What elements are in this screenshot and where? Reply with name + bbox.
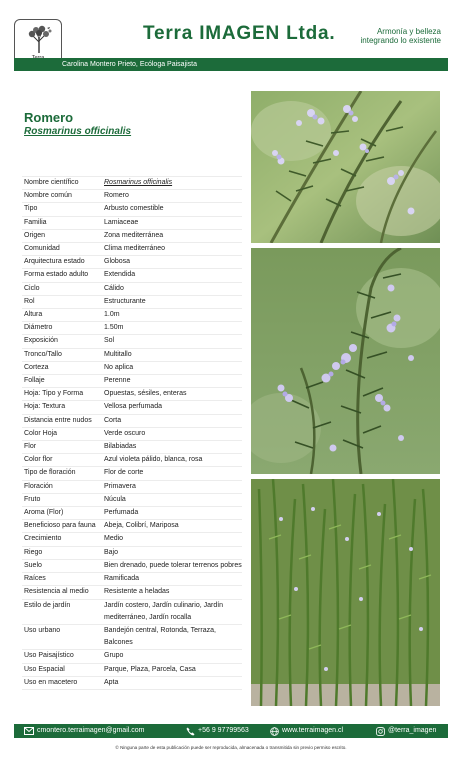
attributes-table xyxy=(22,176,242,690)
attribute-value: No aplica xyxy=(104,363,134,371)
attribute-label: Arquitectura estado xyxy=(24,258,85,266)
footer-phone[interactable] xyxy=(186,724,249,738)
attribute-value: Globosa xyxy=(104,258,131,266)
table-row xyxy=(22,296,242,309)
table-row xyxy=(22,203,242,216)
table-row xyxy=(22,190,242,203)
attribute-value: Ramificada xyxy=(104,575,140,583)
phone-text: +56 9 97799563 xyxy=(198,727,249,734)
attribute-label: Rol xyxy=(24,297,35,305)
attribute-value: 1.50m xyxy=(104,324,124,332)
attribute-value: Medio xyxy=(104,535,124,543)
table-row xyxy=(22,362,242,375)
footer-instagram[interactable] xyxy=(376,724,436,738)
table-row xyxy=(22,375,242,388)
table-row xyxy=(22,573,242,586)
plant-common-name: Romero xyxy=(24,110,74,125)
attribute-label: Tipo xyxy=(24,205,38,213)
table-row xyxy=(22,401,242,414)
attribute-value: Sol xyxy=(104,337,115,345)
attribute-label: Crecimiento xyxy=(24,535,62,543)
attribute-label: Diámetro xyxy=(24,324,53,332)
table-row xyxy=(22,586,242,599)
table-row xyxy=(22,177,242,190)
attribute-value: Verde oscuro xyxy=(104,429,146,437)
attribute-label: Ciclo xyxy=(24,284,40,292)
table-row xyxy=(22,520,242,533)
attribute-value: Resistente a heladas xyxy=(104,588,170,596)
attribute-value: Azul violeta pálido, blanca, rosa xyxy=(104,456,203,464)
table-row xyxy=(22,467,242,480)
table-row xyxy=(22,349,242,362)
attribute-value: Corta xyxy=(104,416,122,424)
attribute-value: Parque, Plaza, Parcela, Casa xyxy=(104,665,196,673)
attribute-label: Color flor xyxy=(24,456,53,464)
attribute-value: Bajo xyxy=(104,548,119,556)
table-row xyxy=(22,507,242,520)
instagram-icon xyxy=(376,727,385,736)
attribute-value: Extendida xyxy=(104,271,136,279)
attribute-value: Bilabiadas xyxy=(104,443,137,451)
attribute-value: Clima mediterráneo xyxy=(104,245,166,253)
attribute-label: Corteza xyxy=(24,363,49,371)
attribute-label: Uso en macetero xyxy=(24,678,78,686)
table-row xyxy=(22,309,242,322)
rosemary-flowers-closeup-photo xyxy=(251,91,440,243)
attribute-value: Arbusto comestible xyxy=(104,205,164,213)
table-row xyxy=(22,217,242,230)
website-text: www.terraimagen.cl xyxy=(282,727,344,734)
attribute-label: Flor xyxy=(24,443,37,451)
attribute-value: Rosmarinus officinalis xyxy=(104,179,173,186)
tagline-line2: integrando lo existente xyxy=(360,36,441,45)
attribute-label: Beneficioso para fauna xyxy=(24,522,96,530)
attribute-label: Exposición xyxy=(24,337,58,345)
attribute-label: Familia xyxy=(24,218,47,226)
globe-icon xyxy=(270,727,279,736)
tagline-line1: Armonía y belleza xyxy=(376,27,441,36)
attribute-value: Estructurante xyxy=(104,297,146,305)
attribute-value: Cálido xyxy=(104,284,124,292)
instagram-text: @terra_imagen xyxy=(388,727,437,734)
attribute-label: Hoja: Textura xyxy=(24,403,66,411)
attribute-value: Núcula xyxy=(104,495,126,503)
table-row xyxy=(22,650,242,663)
table-row xyxy=(22,677,242,690)
table-row xyxy=(22,560,242,573)
attribute-label: Forma estado adulto xyxy=(24,271,89,279)
attribute-label: Fruto xyxy=(24,495,41,503)
footer-bar xyxy=(14,724,448,738)
company-name: Terra IMAGEN Ltda. xyxy=(143,23,336,44)
table-row xyxy=(22,256,242,269)
table-row xyxy=(22,230,242,243)
attribute-label: Estilo de jardín xyxy=(24,601,71,609)
author-subtitle: Carolina Montero Prieto, Ecóloga Paisajista xyxy=(62,61,198,68)
attribute-label: Nombre científico xyxy=(24,179,79,186)
plant-scientific-name: Rosmarinus officinalis xyxy=(24,126,132,137)
attribute-label: Raíces xyxy=(24,575,46,583)
attribute-label: Resistencia al medio xyxy=(24,588,89,596)
attribute-label: Aroma (Flor) xyxy=(24,509,64,517)
attribute-value: Flor de corte xyxy=(104,469,144,477)
attribute-value: Jardín costero, Jardín culinario, Jardín mediterráneo, Jardín rocalla xyxy=(104,601,224,621)
attribute-label: Suelo xyxy=(24,561,42,569)
attribute-value: Multitallo xyxy=(104,350,132,358)
attribute-value: Bien drenado, puede tolerar terrenos pobres xyxy=(104,561,242,569)
attribute-value: Primavera xyxy=(104,482,136,490)
attribute-label: Riego xyxy=(24,548,43,556)
attribute-value: 1.0m xyxy=(104,311,120,319)
attribute-label: Follaje xyxy=(24,377,45,385)
table-row xyxy=(22,388,242,401)
attribute-value: Grupo xyxy=(104,652,124,660)
table-row xyxy=(22,481,242,494)
attribute-label: Origen xyxy=(24,231,46,239)
phone-icon xyxy=(186,727,195,736)
attribute-label: Floración xyxy=(24,482,53,490)
table-row xyxy=(22,600,242,625)
copyright-disclaimer: © Ninguna parte de esta publicación puede ser reproducida, almacenada o transmitida sin previo permiso escrito. xyxy=(115,745,347,750)
table-row xyxy=(22,664,242,677)
table-row xyxy=(22,625,242,650)
attribute-label: Uso Paisajístico xyxy=(24,652,74,660)
attribute-label: Hoja: Tipo y Forma xyxy=(24,390,84,398)
attribute-value: Bandejón central, Rotonda, Terraza, Balcones xyxy=(104,626,216,647)
attribute-label: Color Hoja xyxy=(24,429,58,437)
table-row xyxy=(22,335,242,348)
footer-website[interactable] xyxy=(270,724,343,738)
attribute-value: Apta xyxy=(104,678,119,686)
table-row xyxy=(22,283,242,296)
table-row xyxy=(22,494,242,507)
attribute-value: Perenne xyxy=(104,377,131,385)
attribute-value: Perfumada xyxy=(104,509,139,517)
table-row xyxy=(22,428,242,441)
table-row xyxy=(22,533,242,546)
table-row xyxy=(22,243,242,256)
attribute-value: Abeja, Colibrí, Mariposa xyxy=(104,522,179,530)
email-text: cmontero.terraimagen@gmail.com xyxy=(37,727,145,734)
rosemary-flowering-branch-photo xyxy=(251,248,440,474)
table-row xyxy=(22,415,242,428)
table-row xyxy=(22,269,242,282)
tree-icon xyxy=(23,24,55,54)
attribute-label: Distancia entre nudos xyxy=(24,416,92,424)
table-row xyxy=(22,322,242,335)
tagline xyxy=(321,27,441,45)
table-row xyxy=(22,547,242,560)
attribute-value: Opuestas, sésiles, enteras xyxy=(104,390,187,398)
attribute-label: Uso urbano xyxy=(24,626,61,634)
attribute-value: Zona mediterránea xyxy=(104,231,164,239)
attribute-label: Tipo de floración xyxy=(24,469,76,477)
attribute-value: Romero xyxy=(104,192,129,200)
attribute-value: Vellosa perfumada xyxy=(104,403,162,411)
attribute-label: Altura xyxy=(24,311,43,319)
attribute-label: Tronco/Tallo xyxy=(24,350,62,358)
table-row xyxy=(22,454,242,467)
attribute-label: Nombre común xyxy=(24,192,72,200)
attribute-label: Uso Espacial xyxy=(24,665,65,673)
table-row xyxy=(22,441,242,454)
attribute-label: Comunidad xyxy=(24,245,60,253)
mail-icon xyxy=(24,727,34,735)
attribute-value: Lamiaceae xyxy=(104,218,139,226)
rosemary-shrub-photo xyxy=(251,479,440,706)
footer-email[interactable] xyxy=(24,724,144,738)
